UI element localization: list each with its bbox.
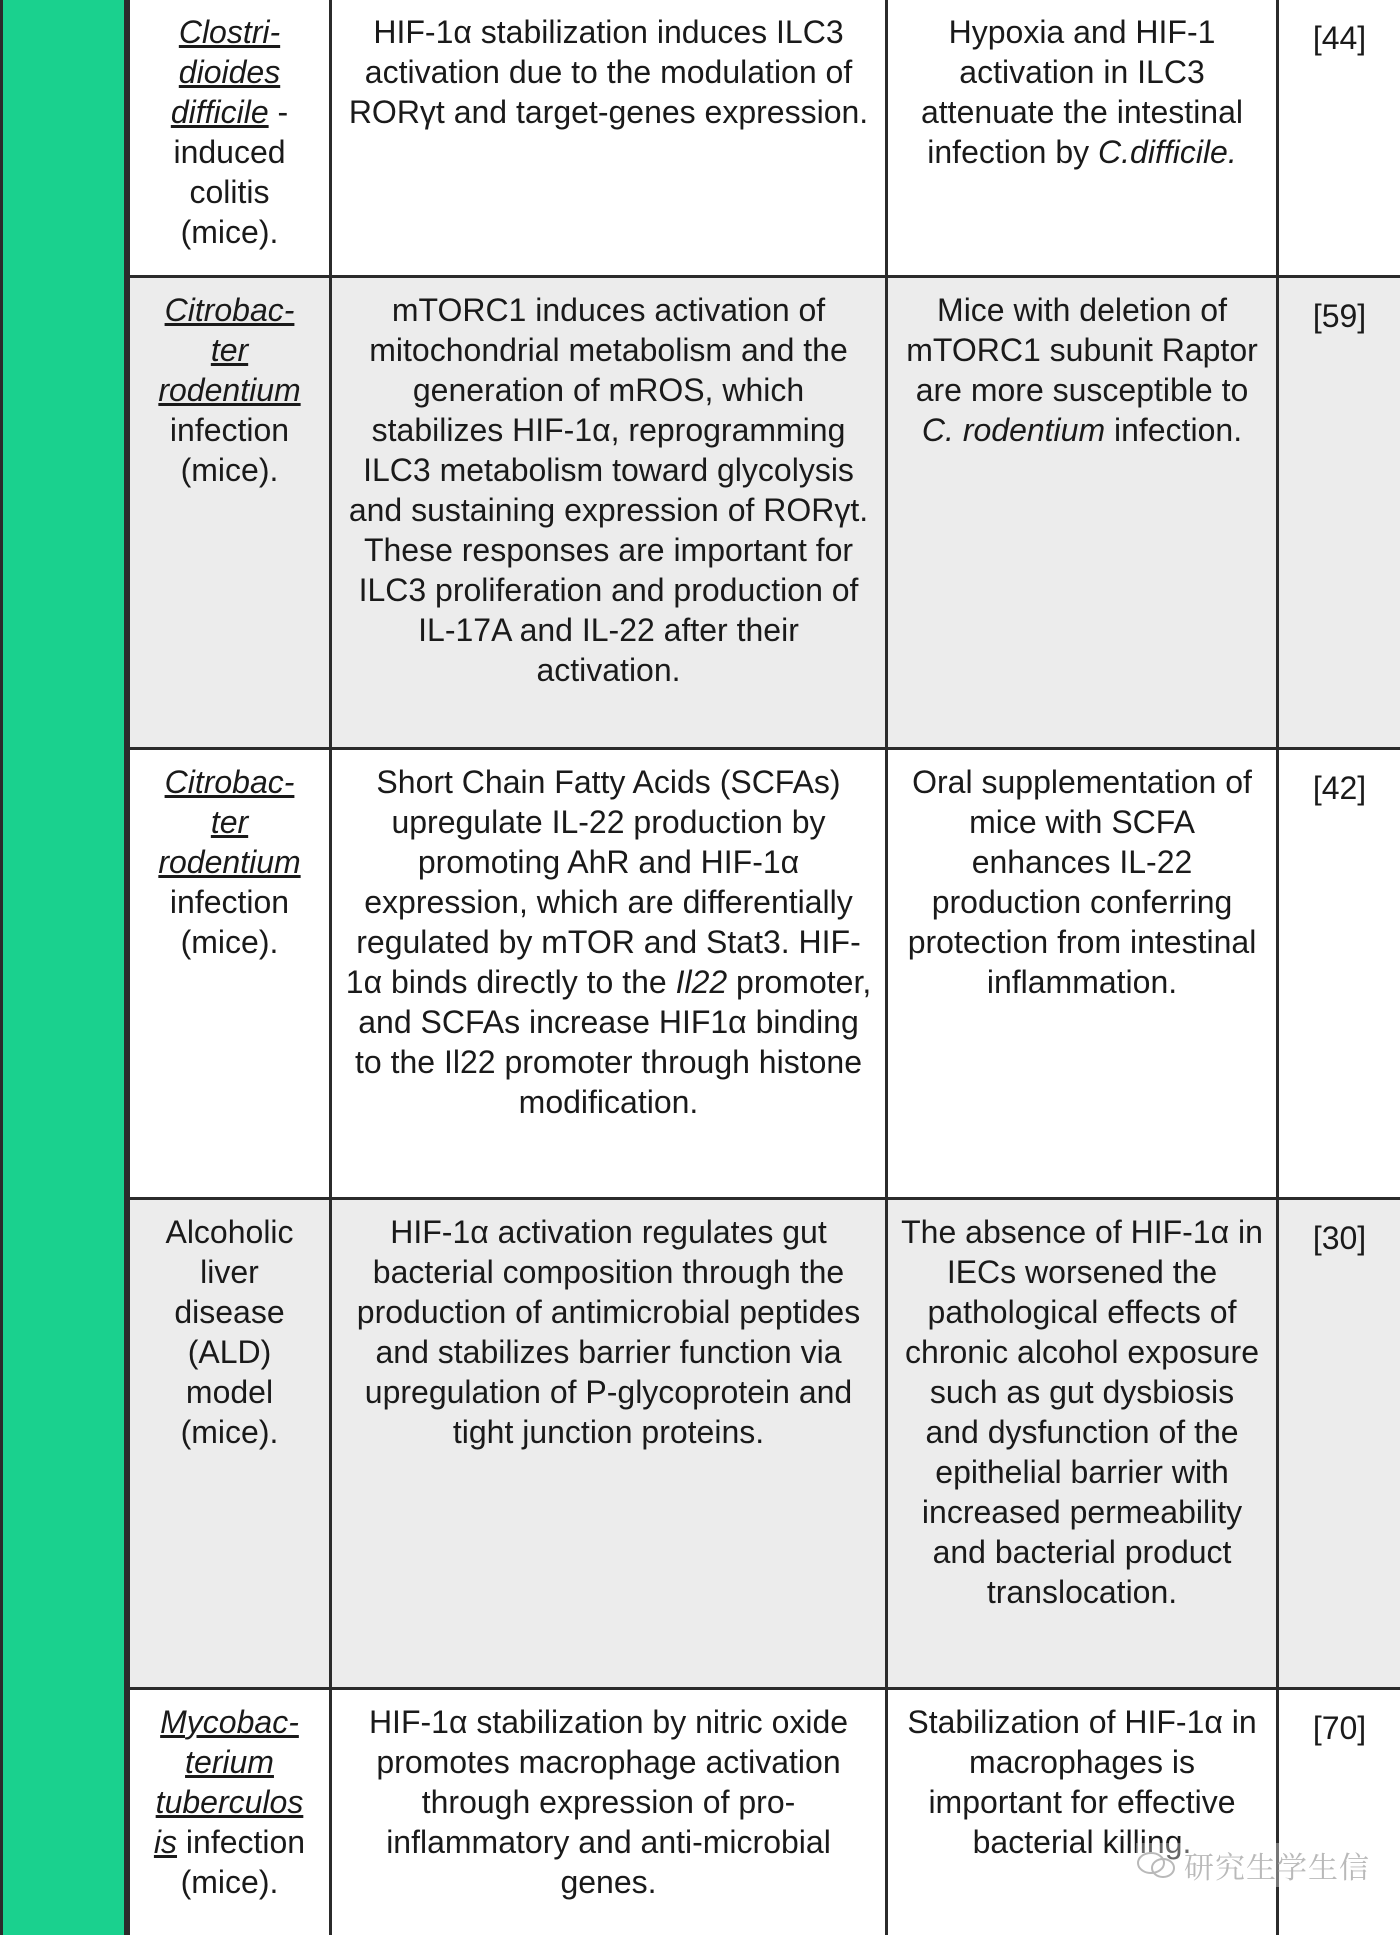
mechanism-cell: HIF-1α stabilization induces ILC3 activation due to the modulation of RORγt and target-genes expression.: [331, 0, 887, 276]
hif-table: [127, 0, 1400, 1935]
outcome-cell: Oral supplementation of mice with SCFA enhances IL-22 production conferring protection from intestinal inflammation.: [887, 748, 1278, 1198]
table-row: [129, 748, 1400, 1198]
species-text: difficile: [170, 94, 269, 130]
species-text: ter: [210, 331, 249, 368]
outcome-cell: Stabilization of HIF-1α in macrophages is important for effective bacterial killing.: [887, 1688, 1278, 1935]
table-row: [129, 1198, 1400, 1688]
mechanism-text: promoter, and SCFAs increase HIF1α binding to the Il22 promoter through histone modification.: [355, 963, 872, 1120]
outcome-cell: [887, 0, 1278, 276]
mechanism-cell: mTORC1 induces activation of mitochondrial metabolism and the generation of mROS, which stabilizes HIF-1α, reprogramming ILC3 metabolism toward glycolysis and sustaining expression of RORγt. These responses are important for ILC3 proliferation and production of IL-17A and IL-22 after their activation.: [331, 276, 887, 748]
model-cell: [129, 276, 331, 748]
outcome-text: infection.: [1105, 411, 1243, 448]
table-row: [129, 0, 1400, 276]
watermark-text: 研究生学生信: [1184, 1852, 1370, 1885]
species-text: terium: [185, 1743, 274, 1780]
model-text: infection (mice).: [169, 883, 290, 960]
outcome-cell: The absence of HIF-1α in IECs worsened the pathological effects of chronic alcohol exposure such as gut dysbiosis and dysfunction of the epithelial barrier with increased permeability and bacterial product translocation.: [887, 1198, 1278, 1688]
model-cell: [129, 0, 331, 276]
species-text: Clostri-: [178, 14, 281, 50]
model-cell: Alcoholic liver disease (ALD) model (mice).: [129, 1198, 331, 1688]
model-text: infection (mice).: [180, 1823, 306, 1900]
species-text: Citrobac-: [164, 763, 295, 800]
outcome-italic: C.difficile.: [1098, 134, 1237, 170]
mechanism-cell: HIF-1α stabilization by nitric oxide promotes macrophage activation through expression of pro-inflammatory and anti-microbial genes.: [331, 1688, 887, 1935]
species-text: rodentium: [158, 843, 301, 880]
outcome-text: Hypoxia and HIF-1 activation in ILC3 attenuate the intestinal infection by: [920, 14, 1243, 170]
wechat-icon: [1136, 1851, 1176, 1879]
watermark: [1136, 1843, 1370, 1887]
reference-cell: [30]: [1278, 1198, 1400, 1688]
species-text: tuberculos: [155, 1783, 304, 1820]
reference-cell: [42]: [1278, 748, 1400, 1198]
reference-cell: [59]: [1278, 276, 1400, 748]
outcome-cell: [887, 276, 1278, 748]
mechanism-cell: [331, 748, 887, 1198]
reference-cell: [44]: [1278, 0, 1400, 276]
category-color-bar: [3, 0, 127, 1935]
species-text: dioides: [178, 54, 281, 90]
gene-italic: Il22: [675, 963, 728, 1000]
model-text: infection (mice).: [169, 411, 290, 488]
species-text: Citrobac-: [164, 291, 295, 328]
model-cell: [129, 1688, 331, 1935]
species-text: ter: [210, 803, 249, 840]
model-cell: [129, 748, 331, 1198]
species-text: is: [153, 1823, 178, 1860]
table-row: [129, 1688, 1400, 1935]
species-text: rodentium: [158, 371, 301, 408]
model-text: - induced colitis (mice).: [173, 94, 289, 250]
reference-cell: [70]: [1278, 1688, 1400, 1935]
mechanism-cell: HIF-1α activation regulates gut bacterial composition through the production of antimicrobial peptides and stabilizes barrier function via upregulation of P-glycoprotein and tight junction proteins.: [331, 1198, 887, 1688]
table-row: [129, 276, 1400, 748]
mechanism-text: Short Chain Fatty Acids (SCFAs) upregulate IL-22 production by promoting AhR and HIF-1α expression, which are differentially regulated by mTOR and Stat3. HIF-1α binds directly to the: [345, 763, 861, 1000]
species-text: Mycobac-: [160, 1703, 299, 1740]
outcome-text: Mice with deletion of mTORC1 subunit Raptor are more susceptible to: [906, 291, 1258, 408]
outcome-italic: C. rodentium: [921, 411, 1106, 448]
